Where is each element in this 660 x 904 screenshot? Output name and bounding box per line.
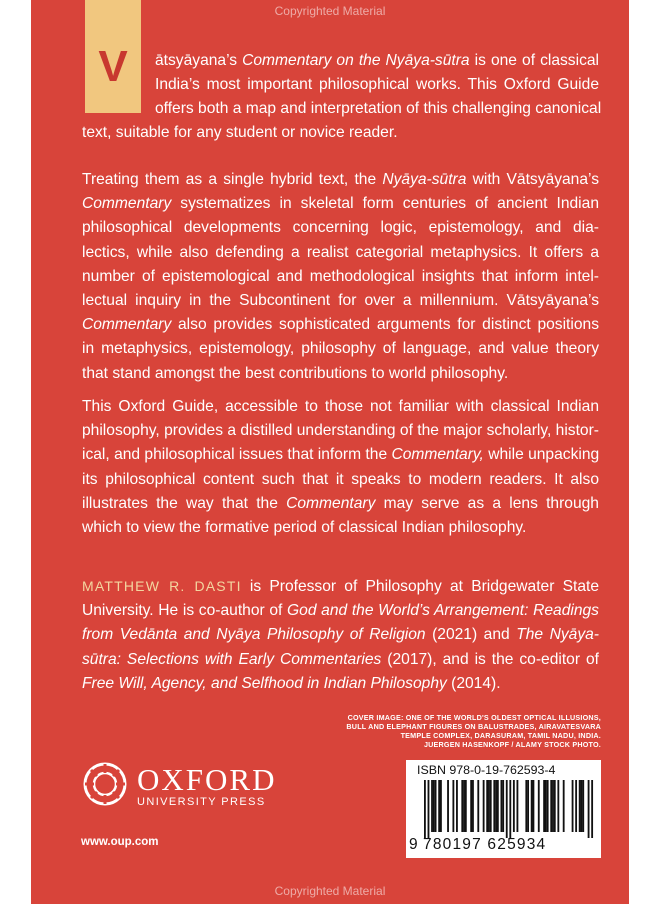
barcode-bar	[483, 780, 485, 832]
text-segment: ātsyāyana’s	[155, 52, 243, 69]
oxford-logo	[81, 760, 291, 810]
barcode-bar	[447, 780, 449, 832]
barcode-bar	[495, 780, 497, 832]
barcode-bar	[486, 780, 488, 832]
barcode-bar	[591, 780, 593, 838]
barcode-bar	[547, 780, 549, 832]
italic-text: Commentary	[82, 316, 172, 334]
barcode-bar	[435, 780, 437, 832]
text-segment: its philosophical content such that it speaks to modern readers. It also	[82, 470, 599, 488]
text-segment: philosophical developments concerning logic, epistemology, and dia-	[82, 219, 599, 237]
barcode-bar	[424, 780, 426, 838]
text-segment: Treating them as a single hybrid text, the	[82, 171, 383, 188]
text-line	[155, 73, 599, 97]
description-paragraph-2	[82, 168, 599, 386]
text-segment: may serve as a lens through	[375, 494, 599, 512]
credit-line: BULL AND ELEPHANT FIGURES ON BALUSTRADES, AIRAVATESVARA	[346, 722, 601, 731]
text-segment: This Oxford Guide, accessible to those not familiar with classical Indian	[82, 398, 599, 415]
author-bio	[82, 574, 599, 696]
text-line	[82, 419, 599, 443]
barcode-bar	[543, 780, 545, 832]
text-line	[82, 337, 599, 361]
text-segment: lectics, while also defending a realist categorial metaphysics. It offers a	[82, 243, 599, 261]
italic-text: sūtra: Selections with Early Commentaries	[82, 650, 382, 668]
credit-line: TEMPLE COMPLEX, DARASURAM, TAMIL NADU, INDIA.	[400, 731, 601, 740]
barcode-bars	[412, 780, 595, 838]
barcode-bar	[472, 780, 474, 832]
book-back-cover	[31, 0, 629, 904]
italic-text: Commentary,	[391, 446, 484, 464]
text-line	[82, 216, 599, 240]
intro-paragraph-tail	[82, 121, 599, 145]
barcode-bar	[463, 780, 465, 832]
text-line	[82, 599, 599, 623]
barcode-bar	[575, 780, 577, 832]
italic-text: The Nyāya-	[516, 626, 599, 644]
text-segment: systematizes in skeletal form centuries of ancient Indian	[171, 195, 599, 213]
barcode-bar	[493, 780, 495, 832]
barcode-bar	[513, 780, 515, 832]
barcode-bar	[552, 780, 554, 832]
text-segment: (2014).	[446, 674, 501, 692]
text-segment: illustrates the way that the	[82, 494, 287, 512]
text-line	[82, 623, 599, 647]
text-line	[155, 49, 599, 73]
text-segment: also provides sophisticated arguments for distinct positions	[171, 316, 599, 334]
barcode-bar	[490, 780, 492, 832]
barcode-first-digit: 9	[409, 836, 419, 853]
text-line	[82, 168, 599, 192]
text-segment: with Vātsyāyana’s	[466, 171, 599, 188]
barcode-bar	[506, 780, 508, 838]
barcode-bar	[517, 780, 519, 832]
text-segment: while unpacking	[483, 446, 600, 464]
text-line	[82, 574, 599, 599]
text-segment: number of epistemological and methodological insights that inform intel-	[82, 267, 599, 285]
oxford-logo-icon	[81, 760, 129, 808]
text-line	[82, 265, 599, 289]
credit-line: JUERGEN HASENKOPF / ALAMY STOCK PHOTO.	[423, 740, 601, 749]
barcode-bar	[557, 780, 559, 832]
text-segment: in metaphysics, epistemology, philosophy of language, and value theory	[82, 340, 599, 358]
barcode-bar	[465, 780, 467, 832]
isbn-label: ISBN 978-0-19-762593-4	[417, 763, 556, 777]
barcode-bar	[497, 780, 499, 832]
barcode-bar	[452, 780, 454, 832]
barcode-bar	[588, 780, 590, 838]
text-segment: offers both a map and interpretation of this challenging canonical	[155, 100, 602, 118]
barcode-bar	[525, 780, 527, 832]
text-line	[82, 492, 599, 516]
italic-text: Commentary	[286, 494, 376, 512]
barcode-bar	[527, 780, 529, 832]
barcode-bar	[581, 780, 583, 832]
text-segment: is Professor of Philosophy at Bridgewater State	[241, 578, 600, 595]
barcode-bar	[461, 780, 463, 832]
barcode-bar	[438, 780, 440, 832]
text-segment: philosophy, provides a distilled understanding of the major scholarly, histor-	[82, 422, 599, 440]
barcode-bar	[500, 780, 502, 832]
text-line	[82, 362, 599, 386]
dropcap-letter: V	[98, 42, 128, 91]
barcode-bar	[456, 780, 458, 832]
intro-paragraph-head	[155, 49, 602, 122]
barcode-bar	[550, 780, 552, 832]
barcode-bar	[572, 780, 574, 832]
author-name: MATTHEW R. DASTI	[82, 578, 242, 594]
barcode-bar	[538, 780, 540, 832]
text-line	[82, 313, 599, 337]
text-line	[82, 289, 599, 313]
barcode-bar	[470, 780, 472, 832]
text-line	[82, 648, 599, 672]
barcode-bar	[433, 780, 435, 832]
barcode-bar	[579, 780, 581, 832]
barcode-bar	[533, 780, 535, 832]
description-paragraph-3	[82, 395, 599, 540]
text-line	[82, 672, 599, 696]
italic-text: from Vedānta and Nyāya Philosophy of Religion	[82, 626, 426, 644]
barcode-remaining-digits: 780197 625934	[423, 836, 547, 853]
text-line	[82, 516, 599, 540]
italic-text: Commentary on the Nyāya-sūtra	[242, 52, 470, 69]
text-line	[82, 468, 599, 492]
barcode-bar	[545, 780, 547, 832]
watermark-bottom: Copyrighted Material	[274, 884, 386, 898]
dropcap-box	[85, 0, 141, 113]
publisher-url[interactable]: www.oup.com	[81, 836, 159, 848]
university-press-wordmark: UNIVERSITY PRESS	[137, 796, 266, 808]
credit-line: COVER IMAGE: ONE OF THE WORLD'S OLDEST OPTICAL ILLUSIONS,	[347, 713, 601, 722]
text-segment: University. He is co-author of	[82, 602, 288, 620]
text-segment: (2021) and	[425, 626, 517, 644]
barcode-bar	[488, 780, 490, 832]
text-segment: (2017), and is the co-editor of	[381, 650, 599, 668]
barcode-bar	[582, 780, 584, 832]
text-line	[82, 443, 599, 467]
text-segment: ical, and philosophical issues that inform the	[82, 446, 392, 464]
italic-text: God and the World’s Arrangement: Readings	[287, 602, 599, 620]
barcode-bar	[563, 780, 565, 832]
barcode-bar	[477, 780, 479, 832]
text-segment: text, suitable for any student or novice reader.	[82, 124, 398, 141]
italic-text: Free Will, Agency, and Selfhood in Indian Philosophy	[82, 674, 447, 692]
text-line	[155, 97, 602, 121]
italic-text: Nyāya-sūtra	[382, 171, 467, 188]
italic-text: Commentary	[82, 195, 172, 213]
barcode-bar	[428, 780, 430, 838]
barcode-bar	[554, 780, 556, 832]
barcode-bar	[440, 780, 442, 832]
barcode-bar	[509, 780, 511, 838]
isbn-barcode	[406, 760, 601, 858]
text-segment: that stand amongst the best contributions to world philosophy.	[82, 364, 509, 382]
text-segment: which to view the formative period of classical Indian philosophy.	[82, 519, 527, 537]
text-segment: is one of classical	[469, 52, 600, 69]
text-line	[82, 395, 599, 419]
barcode-bar	[431, 780, 433, 832]
text-line	[82, 121, 599, 145]
text-line	[82, 192, 599, 216]
text-line	[82, 241, 599, 265]
oxford-wordmark: OXFORD	[137, 762, 277, 797]
barcode-bar	[531, 780, 533, 832]
barcode-bar	[502, 780, 504, 832]
cover-image-credit	[331, 713, 601, 749]
text-segment: India’s most important philosophical works. This Oxford Guide	[155, 76, 599, 94]
watermark-top: Copyrighted Material	[274, 4, 386, 18]
text-segment: lectual inquiry in the Subcontinent for over a millennium. Vātsyāyana’s	[82, 292, 599, 310]
